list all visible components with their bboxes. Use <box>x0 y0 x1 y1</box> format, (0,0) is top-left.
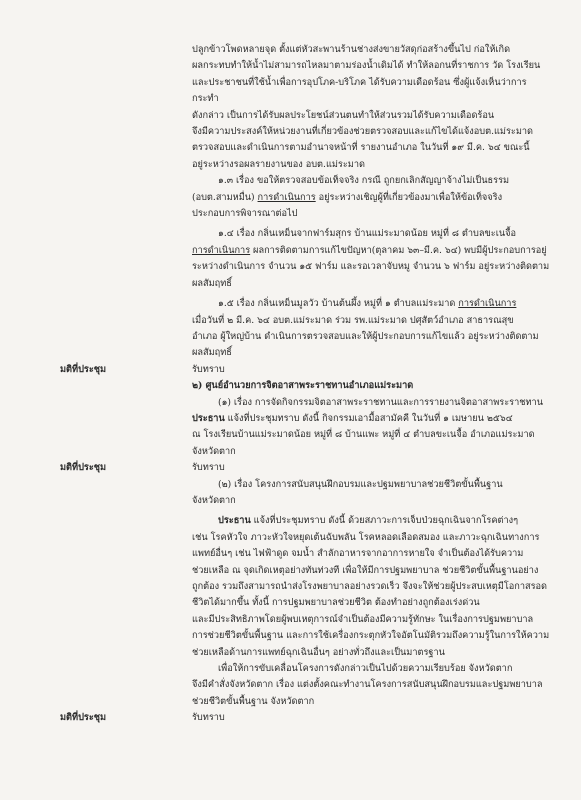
text-line: ตรวจสอบและดำเนินการตามอำนาจหน้าที่ รายงานอำเภอ ในวันที่ ๑๙ มี.ค. ๖๔ ขณะนี้ <box>192 142 530 154</box>
paragraph-continuation <box>60 42 550 173</box>
text-line <box>192 190 550 206</box>
resolution-text: รับทราบ <box>192 462 225 474</box>
text-line: ช่วยเหลือ ณ จุดเกิดเหตุอย่างทันท่วงที เพื่อให้มีการปฐมพยาบาล ช่วยชีวิตขั้นพื้นฐานอย่าง <box>192 564 539 576</box>
resolution-row <box>60 710 550 726</box>
item-1-4 <box>60 226 550 292</box>
text-line: จึงมีคำสั่งจังหวัดตาก เรื่อง แต่งตั้งคณะทำงานโครงการสนับสนุนฝึกอบรมและปฐมพยาบาล <box>192 679 543 691</box>
resolution-label: มติที่ประชุม <box>60 363 107 375</box>
text-line: ดังกล่าว เป็นการได้รับผลประโยชน์ส่วนตนทำให้ส่วนรวมได้รับความเดือดร้อน <box>192 109 495 121</box>
text-line: แพทย์อื่นๆ เช่น ไฟฟ้าดูด จมน้ำ สำลักอาหารจากอาการหายใจ จำเป็นต้องได้รับความ <box>192 548 524 560</box>
text-line: ช่วยเหลือด้านการแพทย์ฉุกเฉินอื่นๆ อย่างทั่วถึงและเป็นมาตรฐาน <box>192 646 445 658</box>
text-line <box>192 296 550 312</box>
text-line: เมื่อวันที่ ๒ มี.ค. ๖๔ อบต.แม่ระมาด ร่วม รพ.แม่ระมาด ปศุสัตว์อำเภอ สาธารณสุข <box>192 314 514 326</box>
section-heading: ๒) ศูนย์อำนวยการจิตอาสาพระราชทานอำเภอแม่ระมาด <box>192 380 414 392</box>
text-line: ระหว่างดำเนินการ จำนวน ๑๕ ฟาร์ม และรอเวลาจับหมู จำนวน ๖ ฟาร์ม อยู่ระหว่างติดตาม <box>192 261 550 273</box>
text-line: ๑.๓ เรื่อง ขอให้ตรวจสอบข้อเท็จจริง กรณี ถูกยกเลิกสัญญาจ้างไม่เป็นธรรม <box>218 175 510 187</box>
resolution-row <box>60 460 550 476</box>
text-line: จึงมีความประสงค์ให้หน่วยงานที่เกี่ยวข้องช่วยตรวจสอบและแก้ไขได้แจ้งอบต.แม่ระมาด <box>192 126 534 138</box>
text-line <box>192 513 550 529</box>
text-span: ผลการติดตามการแก้ไขปัญหา(ตุลาคม ๖๓–มี.ค. ๖๔) พบมีผู้ประกอบการอยู่ <box>250 244 547 256</box>
resolution-row <box>60 362 550 378</box>
text-span: ๑.๕ เรื่อง กลิ่นเหม็นมูลวัว บ้านต้นผึ้ง หมู่ที่ ๑ ตำบลแม่ระมาด <box>218 298 459 310</box>
text-line: ๑.๔ เรื่อง กลิ่นเหม็นจากฟาร์มสุกร บ้านแม่ระมาดน้อย หมู่ที่ ๘ ตำบลขะเนจื้อ <box>218 228 517 240</box>
text-line: จังหวัดตาก <box>192 494 236 506</box>
text-line: การช่วยชีวิตขั้นพื้นฐาน และการใช้เครื่องกระตุกหัวใจอัตโนมัติรวมถึงความรู้ในการให้ความ <box>192 630 550 642</box>
resolution-label: มติที่ประชุม <box>60 462 107 474</box>
text-span: (อบต.สามหมื่น) <box>192 191 258 203</box>
text-line: ประกอบการพิจารณาต่อไป <box>192 208 298 220</box>
text-span: แจ้งที่ประชุมทราบ ดังนี้ กิจกรรมเอามื้อสามัคคี ในวันที่ ๑ เมษายน ๒๕๖๔ <box>224 412 513 424</box>
text-line: (๑) เรื่อง การจัดกิจกรรมจิตอาสาพระราชทานและการรายงานจิตอาสาพระราชทาน <box>218 396 543 408</box>
text-line: ผลสัมฤทธิ์ <box>192 347 232 359</box>
resolution-label: มติที่ประชุม <box>60 712 107 724</box>
text-line: จังหวัดตาก <box>192 445 236 457</box>
item-1-5 <box>60 296 550 362</box>
text-line: (๒) เรื่อง โครงการสนับสนุนฝึกอบรมและปฐมพยาบาลช่วยชีวิตขั้นพื้นฐาน <box>218 478 503 490</box>
document-content <box>60 42 550 727</box>
chair-label: ประธาน <box>218 515 251 527</box>
item-1-3 <box>60 173 550 222</box>
chair-label: ประธาน <box>192 412 225 424</box>
text-line: เช่น โรคหัวใจ ภาวะหัวใจหยุดเต้นฉับพลัน โรคหลอดเลือดสมอง และภาวะฉุกเฉินทางการ <box>192 531 540 543</box>
text-line <box>192 243 550 259</box>
text-line: ปลูกข้าวโพดหลายจุด ตั้งแต่หัวสะพานร้านช่างส่งขายวัสดุก่อสร้างขึ้นไป ก่อให้เกิด <box>192 44 511 55</box>
text-line: ชีวิตได้มากขึ้น ทั้งนี้ การปฐมพยาบาลช่วยชีวิต ต้องทำอย่างถูกต้องเร่งด่วน <box>192 597 480 609</box>
text-line: ถูกต้อง รวมถึงสามารถนำส่งโรงพยาบาลอย่างรวดเร็ว จึงจะให้ช่วยผู้ประสบเหตุมีโอกาสรอด <box>192 581 548 592</box>
section-2 <box>60 378 550 460</box>
resolution-text: รับทราบ <box>192 363 225 375</box>
text-span: แจ้งที่ประชุมทราบ ดังนี้ ด้วยสภาวะการเจ็บป่วยฉุกเฉินจากโรคต่างๆ <box>250 515 519 527</box>
text-line: และมีประสิทธิภาพโดยผู้พบเหตุการณ์จำเป็นต้องมีความรู้ทักษะ ในเรื่องการปฐมพยาบาล <box>192 613 534 625</box>
section-2-sub-2 <box>60 477 550 711</box>
action-underlined: การดำเนินการ <box>257 191 316 203</box>
text-line: และประชาชนที่ใช้น้ำเพื่อการอุปโภค-บริโภค ได้รับความเดือดร้อน ซึ่งผู้แจ้งเห็นว่าการกระทำ <box>192 76 527 105</box>
action-underlined: การดำเนินการ <box>458 298 517 310</box>
action-underlined: การดำเนินการ <box>192 244 251 256</box>
text-line: ผลกระทบทำให้น้ำไม่สามารถไหลมาตามร่องน้ำเดิมได้ ทำให้ลอกนที่ราชการ วัด โรงเรียน <box>192 60 541 72</box>
text-line <box>192 411 550 427</box>
text-line: ผลสัมฤทธิ์ <box>192 277 232 289</box>
text-line: ณ โรงเรียนบ้านแม่ระมาดน้อย หมู่ที่ ๘ บ้านแพะ หมู่ที่ ๔ ตำบลขะเนจื้อ อำเภอแม่ระมาด <box>192 429 535 441</box>
text-line: อยู่ระหว่างรอผลรายงานของ อบต.แม่ระมาด <box>192 158 365 170</box>
text-span: อยู่ระหว่างเชิญผู้ที่เกี่ยวข้องมาเพื่อให้ข้อเท็จจริง <box>315 191 503 203</box>
text-line: เพื่อให้การขับเคลื่อนโครงการดังกล่าวเป็นไปด้วยความเรียบร้อย จังหวัดตาก <box>218 663 513 675</box>
text-line: ช่วยชีวิตขั้นพื้นฐาน จังหวัดตาก <box>192 695 315 707</box>
text-line: อำเภอ ผู้ใหญ่บ้าน ดำเนินการตรวจสอบและให้ผู้ประกอบการแก้ไขแล้ว อยู่ระหว่างติดตาม <box>192 330 539 342</box>
resolution-text: รับทราบ <box>192 712 225 724</box>
